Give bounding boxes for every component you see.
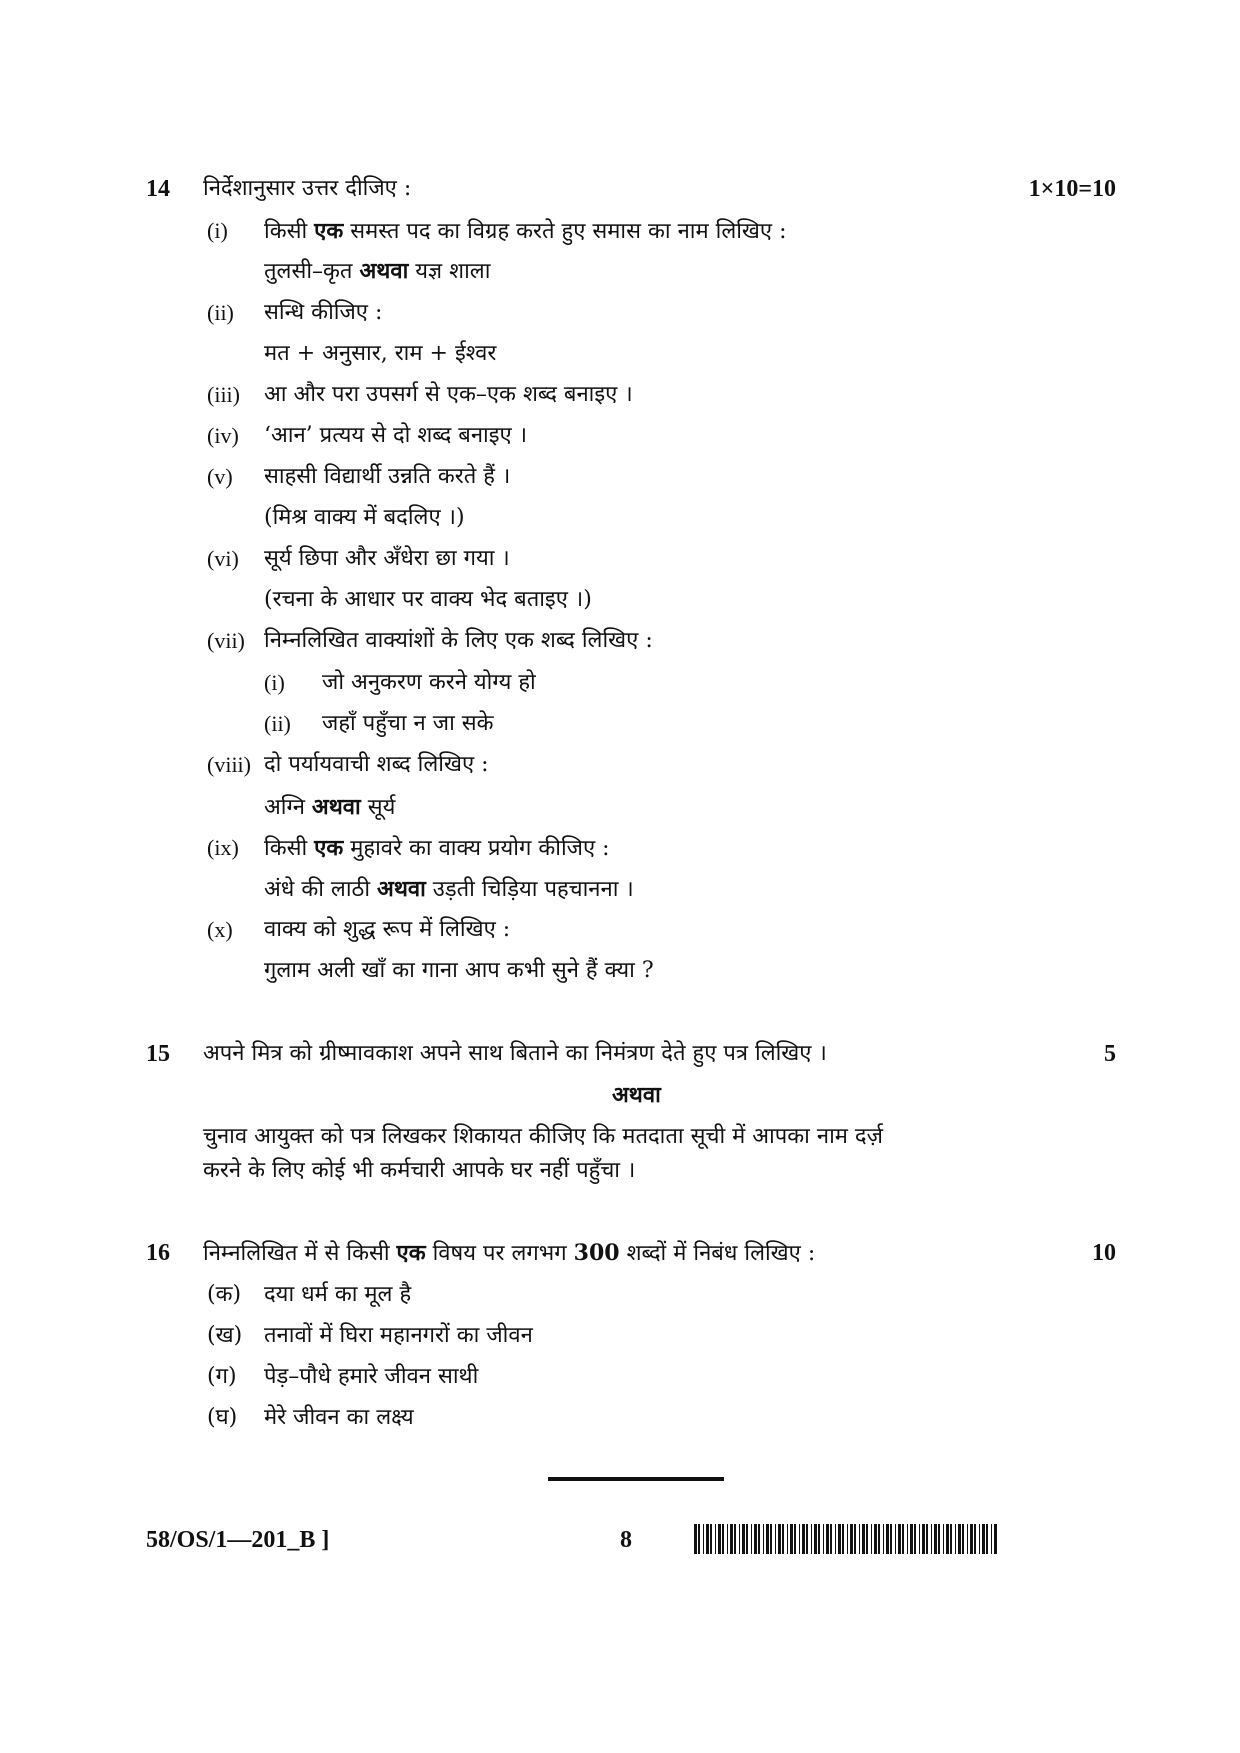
q16-option-label: (ग) bbox=[207, 1364, 237, 1389]
q14-item-text-2: (रचना के आधार पर वाक्य भेद बताइए ।) bbox=[264, 587, 592, 612]
q14-item-text-2: अग्नि अथवा सूर्य bbox=[264, 794, 396, 820]
question-14-heading: निर्देशानुसार उत्तर दीजिए : bbox=[203, 176, 412, 201]
q14-subitem-text: जो अनुकरण करने योग्य हो bbox=[322, 670, 536, 695]
q16-option-text: मेरे जीवन का लक्ष्य bbox=[264, 1405, 414, 1430]
q14-item-text: ‘आन’ प्रत्यय से दो शब्द बनाइए । bbox=[264, 423, 528, 448]
q14-item-text-2: अंधे की लाठी अथवा उड़ती चिड़िया पहचानना । bbox=[264, 876, 634, 902]
q14-item-label: (vi) bbox=[207, 546, 239, 571]
question-15-alt-text-2: करने के लिए कोई भी कर्मचारी आपके घर नहीं पहुँचा । bbox=[203, 1158, 636, 1183]
q14-item-text: सन्धि कीजिए : bbox=[264, 300, 383, 325]
question-16-number: 16 bbox=[146, 1240, 170, 1266]
q16-option-text: पेड़–पौधे हमारे जीवन साथी bbox=[264, 1364, 479, 1389]
q14-item-label: (iv) bbox=[207, 423, 239, 448]
q14-item-text: किसी एक समस्त पद का विग्रह करते हुए समास का नाम लिखिए : bbox=[264, 218, 787, 244]
q14-item-text-2: मत + अनुसार, राम + ईश्वर bbox=[264, 341, 497, 366]
q14-item-text: निम्नलिखित वाक्यांशों के लिए एक शब्द लिखिए : bbox=[264, 628, 653, 653]
question-16-marks: 10 bbox=[1092, 1240, 1116, 1266]
q14-item-label: (i) bbox=[207, 218, 228, 243]
question-14-marks: 1×10=10 bbox=[1028, 176, 1116, 202]
q14-item-label: (iii) bbox=[207, 382, 240, 407]
q14-item-text-2: (मिश्र वाक्य में बदलिए ।) bbox=[264, 505, 465, 530]
q14-subitem-label: (i) bbox=[264, 670, 285, 695]
end-of-paper-rule bbox=[548, 1477, 724, 1481]
q14-item-label: (x) bbox=[207, 917, 233, 942]
q14-subitem-label: (ii) bbox=[264, 711, 291, 736]
q14-item-text: किसी एक मुहावरे का वाक्य प्रयोग कीजिए : bbox=[264, 835, 610, 861]
question-14-number: 14 bbox=[146, 176, 170, 202]
q14-item-text: वाक्य को शुद्ध रूप में लिखिए : bbox=[264, 917, 511, 942]
q14-subitem-text: जहाँ पहुँचा न जा सके bbox=[322, 711, 494, 736]
q16-option-label: (घ) bbox=[207, 1405, 238, 1430]
q14-item-text: दो पर्यायवाची शब्द लिखिए : bbox=[264, 752, 489, 777]
question-15-or-label: अथवा bbox=[612, 1082, 661, 1108]
question-15-number: 15 bbox=[146, 1041, 170, 1067]
q16-option-label: (क) bbox=[207, 1282, 242, 1307]
q16-option-text: दया धर्म का मूल है bbox=[264, 1282, 412, 1307]
q14-item-text: साहसी विद्यार्थी उन्नति करते हैं । bbox=[264, 464, 511, 489]
q14-item-text: सूर्य छिपा और अँधेरा छा गया । bbox=[264, 546, 510, 571]
q14-item-label: (ix) bbox=[207, 835, 239, 860]
q16-option-text: तनावों में घिरा महानगरों का जीवन bbox=[264, 1323, 533, 1348]
page-number: 8 bbox=[620, 1527, 632, 1553]
q14-item-label: (ii) bbox=[207, 300, 234, 325]
paper-code: 58/OS/1—201_B ] bbox=[146, 1527, 330, 1553]
q14-item-label: (vii) bbox=[207, 628, 245, 653]
q16-option-label: (ख) bbox=[207, 1323, 243, 1348]
question-15-text: अपने मित्र को ग्रीष्मावकाश अपने साथ बिताने का निमंत्रण देते हुए पत्र लिखिए । bbox=[203, 1041, 827, 1066]
question-15-marks: 5 bbox=[1104, 1041, 1116, 1067]
q14-item-text-2: गुलाम अली खाँ का गाना आप कभी सुने हैं क्या ? bbox=[264, 958, 654, 983]
question-16-text: निम्नलिखित में से किसी एक विषय पर लगभग 300 शब्दों में निबंध लिखिए : bbox=[203, 1240, 816, 1266]
q14-item-label: (viii) bbox=[207, 752, 251, 777]
q14-item-label: (v) bbox=[207, 464, 233, 489]
question-15-alt-text: चुनाव आयुक्त को पत्र लिखकर शिकायत कीजिए कि मतदाता सूची में आपका नाम दर्ज़ bbox=[203, 1124, 883, 1149]
q14-item-text: आ और परा उपसर्ग से एक–एक शब्द बनाइए । bbox=[264, 382, 633, 407]
barcode bbox=[694, 1524, 1000, 1554]
q14-item-text-2: तुलसी–कृत अथवा यज्ञ शाला bbox=[264, 258, 491, 284]
